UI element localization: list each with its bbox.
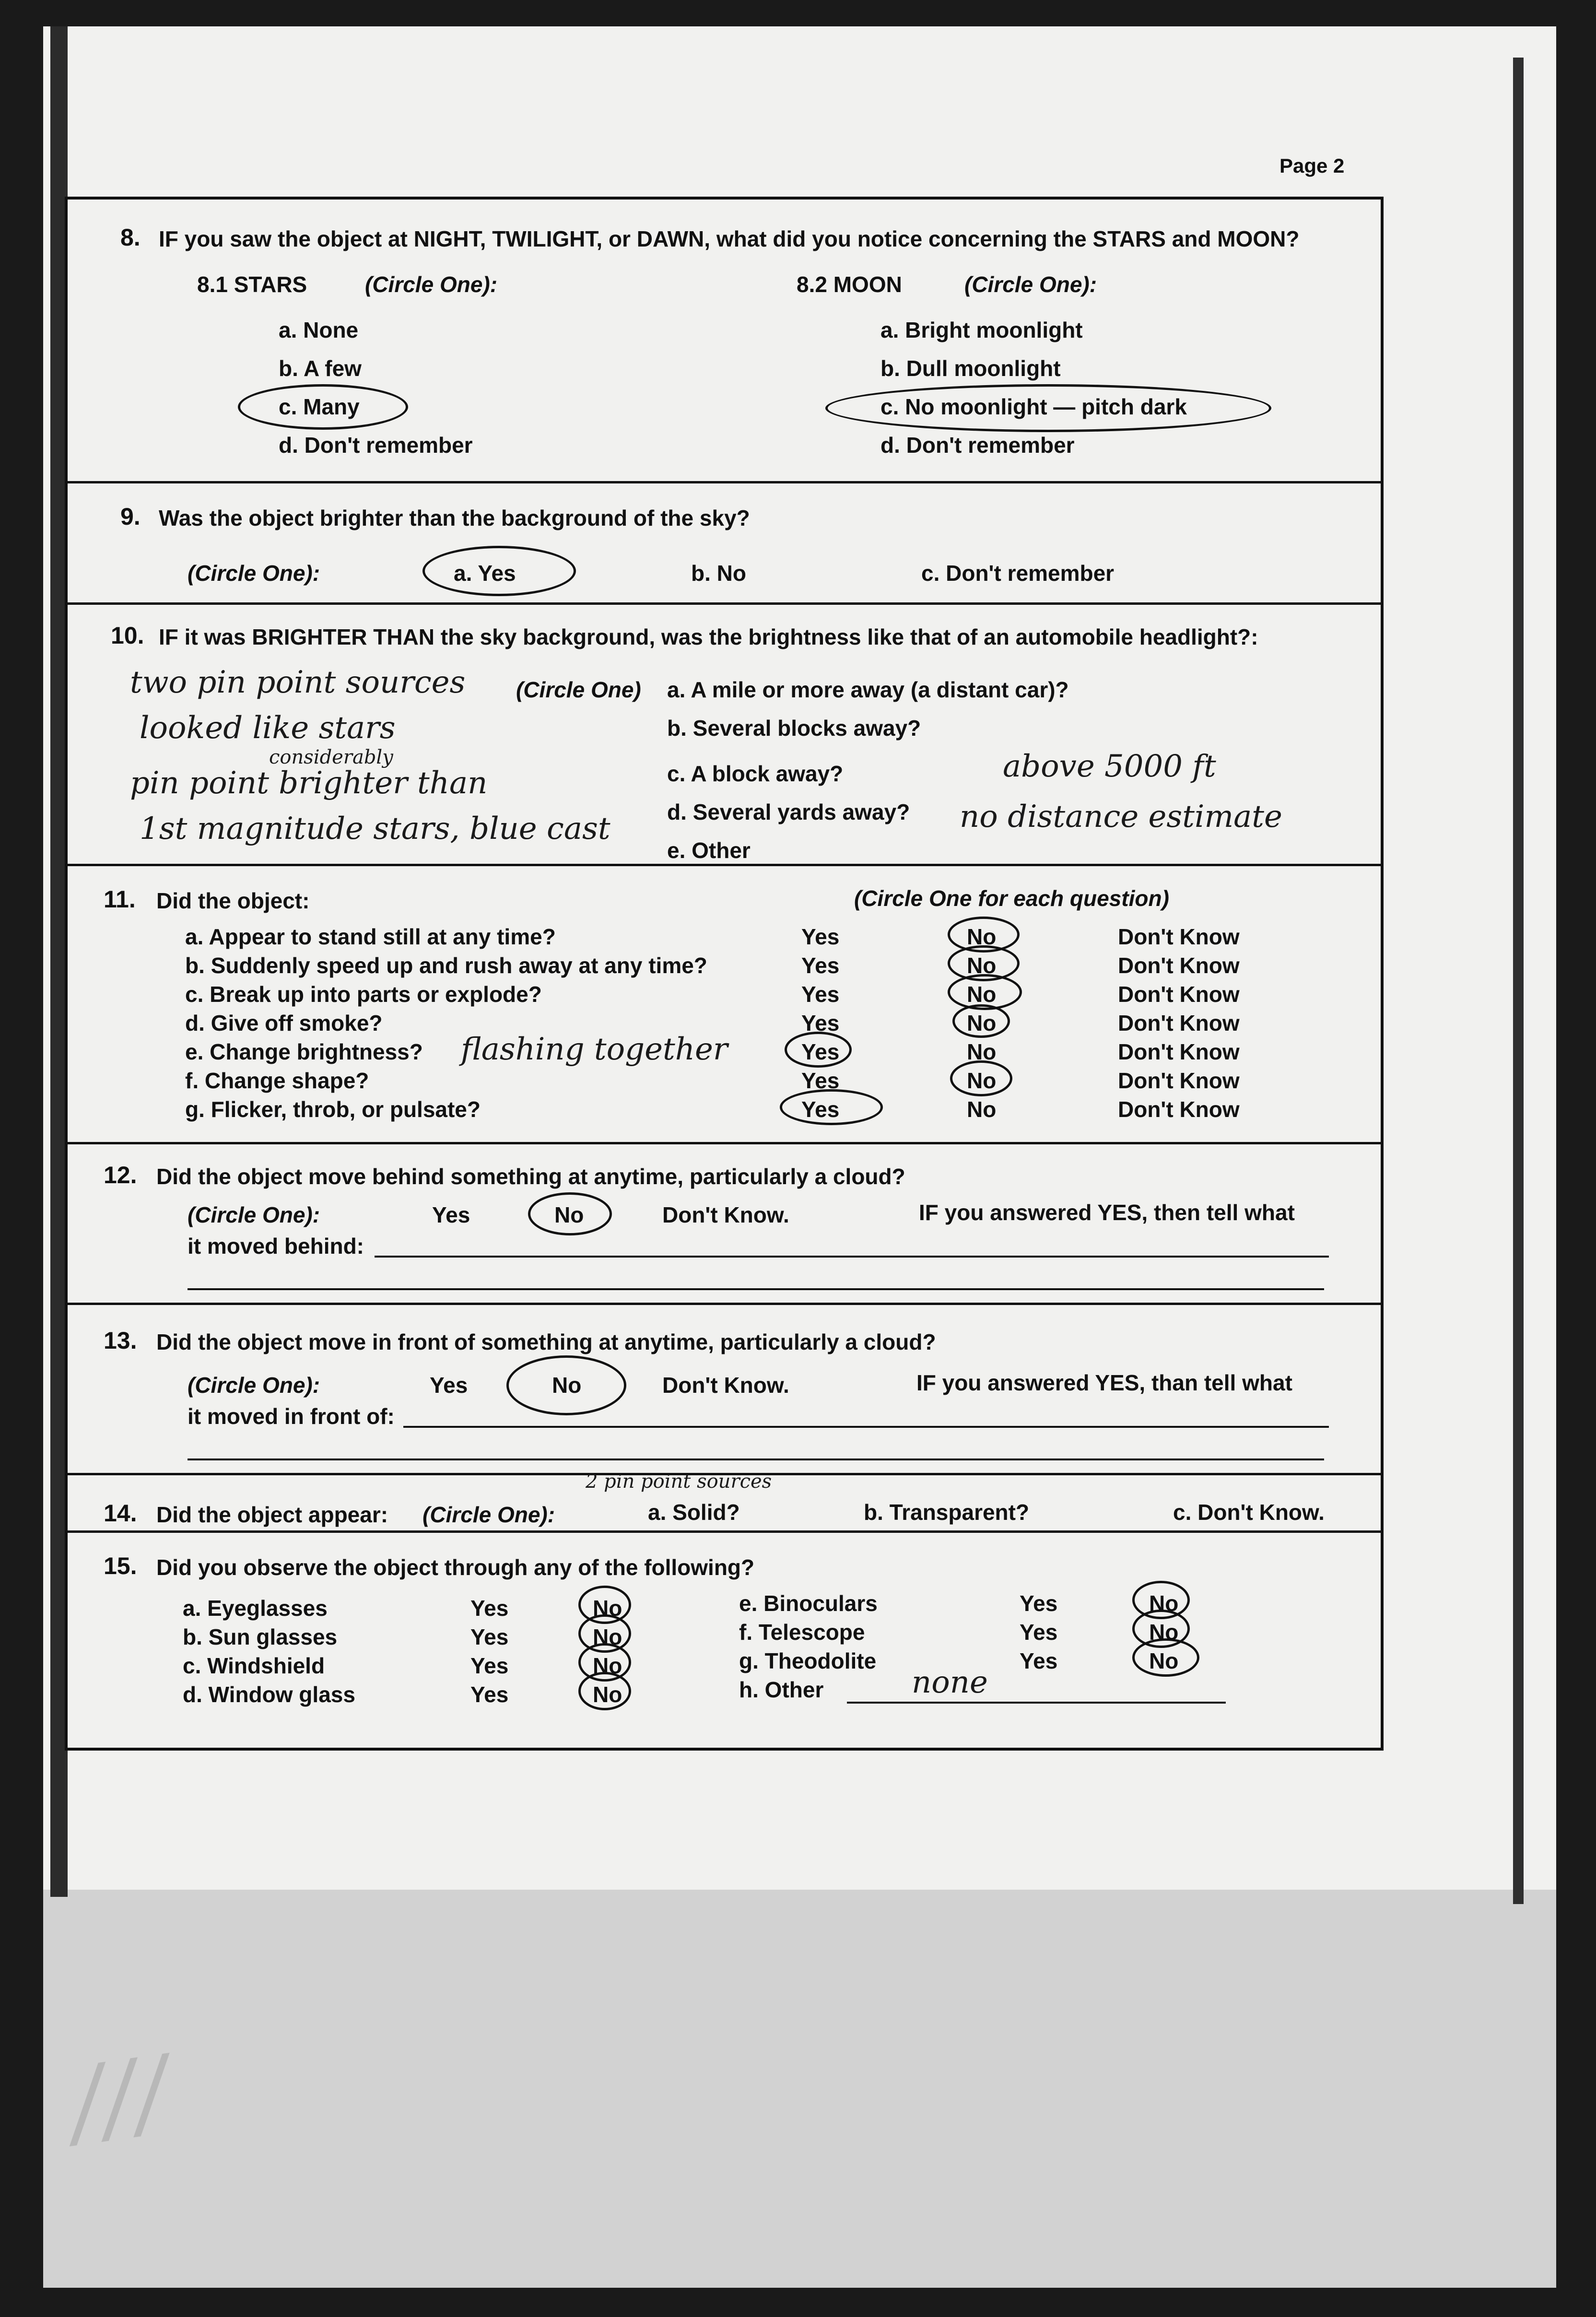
q11-d-dont-know[interactable]: Don't Know bbox=[1118, 1011, 1240, 1035]
q11-b-dont-know[interactable]: Don't Know bbox=[1118, 953, 1240, 978]
q11-f-yes[interactable]: Yes bbox=[801, 1068, 840, 1093]
q15-other-line[interactable] bbox=[847, 1702, 1226, 1704]
q11-f-no[interactable]: No bbox=[967, 1068, 997, 1093]
q14-option-b[interactable]: b. Transparent? bbox=[864, 1500, 1030, 1525]
q10-option-a: a. A mile or more away (a distant car)? bbox=[667, 677, 1069, 702]
questionnaire-form bbox=[65, 197, 1384, 1751]
q14-handwriting: 2 pin point sources bbox=[586, 1470, 772, 1493]
q11-a-dont-know[interactable]: Don't Know bbox=[1118, 924, 1240, 949]
q15-b-yes[interactable]: Yes bbox=[470, 1624, 509, 1649]
q15-f-yes[interactable]: Yes bbox=[1020, 1620, 1058, 1645]
q11-d-yes[interactable]: Yes bbox=[801, 1011, 840, 1035]
q10-handwriting-line-4: pin point brighter than bbox=[130, 765, 488, 801]
q12-followup-label: it moved behind: bbox=[188, 1234, 364, 1258]
q10-handwriting-line-5: 1st magnitude stars, blue cast bbox=[140, 811, 610, 847]
q12-no[interactable]: No bbox=[554, 1202, 584, 1227]
q10-circle-note: (Circle One) bbox=[516, 677, 641, 702]
q11-e-yes[interactable]: Yes bbox=[801, 1039, 840, 1064]
q15-a-yes[interactable]: Yes bbox=[470, 1596, 509, 1621]
q14-circle-note: (Circle One): bbox=[422, 1502, 555, 1527]
q8-stars-heading: 8.1 STARS bbox=[197, 272, 307, 297]
q8-moon-option-d: d. Don't remember bbox=[880, 433, 1075, 458]
q12-followup: IF you answered YES, then tell what bbox=[919, 1200, 1295, 1225]
q8-stars-option-d: d. Don't remember bbox=[279, 433, 473, 458]
q8-text: IF you saw the object at NIGHT, TWILIGHT, or DAWN, what did you notice concerning the STARS and MOON? bbox=[159, 226, 1300, 251]
q11-d-no[interactable]: No bbox=[967, 1011, 997, 1035]
q10-handwriting-right-2: no distance estimate bbox=[960, 799, 1282, 835]
q8-stars-circle-note: (Circle One): bbox=[365, 272, 498, 297]
q8-stars-option-c[interactable]: c. Many bbox=[279, 394, 360, 419]
q13-answer-line-2[interactable] bbox=[188, 1458, 1324, 1460]
q11-a-yes[interactable]: Yes bbox=[801, 924, 840, 949]
q11-item-f: f. Change shape? bbox=[185, 1068, 369, 1093]
question-14 bbox=[68, 1470, 1381, 1533]
q15-item-g: g. Theodolite bbox=[739, 1648, 877, 1673]
q8-moon-circle-note: (Circle One): bbox=[964, 272, 1097, 297]
q15-c-no[interactable]: No bbox=[593, 1653, 622, 1678]
q11-circle-note: (Circle One for each question) bbox=[854, 886, 1169, 911]
q15-item-a: a. Eyeglasses bbox=[183, 1596, 328, 1621]
question-13 bbox=[68, 1305, 1381, 1475]
q8-moon-option-c[interactable]: c. No moonlight — pitch dark bbox=[880, 394, 1187, 419]
q15-text: Did you observe the object through any of the following? bbox=[156, 1555, 755, 1580]
q12-answer-line-1[interactable] bbox=[375, 1256, 1329, 1258]
q13-followup-label: it moved in front of: bbox=[188, 1404, 395, 1429]
q8-moon-option-a: a. Bright moonlight bbox=[880, 318, 1083, 342]
q8-stars-option-a: a. None bbox=[279, 318, 359, 342]
q8-moon-heading: 8.2 MOON bbox=[797, 272, 902, 297]
q11-item-e: e. Change brightness? bbox=[185, 1039, 423, 1064]
q15-d-no[interactable]: No bbox=[593, 1682, 622, 1707]
q9-circle-note: (Circle One): bbox=[188, 561, 320, 586]
q11-item-g: g. Flicker, throb, or pulsate? bbox=[185, 1097, 481, 1122]
q14-number: 14. bbox=[104, 1500, 137, 1527]
question-11 bbox=[68, 866, 1381, 1144]
q11-item-c: c. Break up into parts or explode? bbox=[185, 982, 542, 1007]
q12-yes[interactable]: Yes bbox=[432, 1202, 470, 1227]
q11-b-yes[interactable]: Yes bbox=[801, 953, 840, 978]
q15-f-no[interactable]: No bbox=[1149, 1620, 1179, 1645]
q15-d-yes[interactable]: Yes bbox=[470, 1682, 509, 1707]
q13-dont-know[interactable]: Don't Know. bbox=[662, 1373, 789, 1398]
q10-number: 10. bbox=[111, 622, 144, 649]
q10-text: IF it was BRIGHTER THAN the sky background, was the brightness like that of an automobile headlight?: bbox=[159, 624, 1258, 649]
q15-item-e: e. Binoculars bbox=[739, 1591, 878, 1616]
q15-e-no[interactable]: No bbox=[1149, 1591, 1179, 1616]
q15-item-h: h. Other bbox=[739, 1677, 824, 1702]
q15-item-b: b. Sun glasses bbox=[183, 1624, 338, 1649]
q13-yes[interactable]: Yes bbox=[430, 1373, 468, 1398]
paper-lower-area bbox=[43, 1890, 1556, 2288]
q9-option-b: b. No bbox=[691, 561, 746, 586]
q11-c-yes[interactable]: Yes bbox=[801, 982, 840, 1007]
q8-moon-option-b: b. Dull moonlight bbox=[880, 356, 1061, 381]
q11-e-no[interactable]: No bbox=[967, 1039, 997, 1064]
q12-dont-know[interactable]: Don't Know. bbox=[662, 1202, 789, 1227]
q15-a-no[interactable]: No bbox=[593, 1596, 622, 1621]
q15-item-d: d. Window glass bbox=[183, 1682, 355, 1707]
q10-handwriting-right-1: above 5000 ft bbox=[1003, 749, 1216, 784]
q14-option-a[interactable]: a. Solid? bbox=[648, 1500, 740, 1525]
page-label: Page 2 bbox=[1279, 154, 1345, 177]
q11-number: 11. bbox=[104, 886, 136, 913]
q14-option-c[interactable]: c. Don't Know. bbox=[1173, 1500, 1325, 1525]
q11-g-no[interactable]: No bbox=[967, 1097, 997, 1122]
q15-item-c: c. Windshield bbox=[183, 1653, 325, 1678]
pencil-smudge: /// bbox=[63, 2035, 175, 2160]
q13-answer-line-1[interactable] bbox=[403, 1426, 1329, 1428]
q11-item-d: d. Give off smoke? bbox=[185, 1011, 383, 1035]
q9-option-c: c. Don't remember bbox=[921, 561, 1115, 586]
q11-item-a: a. Appear to stand still at any time? bbox=[185, 924, 556, 949]
q13-number: 13. bbox=[104, 1327, 137, 1354]
question-12 bbox=[68, 1144, 1381, 1305]
q8-number: 8. bbox=[120, 224, 141, 251]
q12-circle-note: (Circle One): bbox=[188, 1202, 320, 1227]
q11-handwriting: flashing together bbox=[461, 1032, 728, 1067]
q11-b-no[interactable]: No bbox=[967, 953, 997, 978]
q15-g-no[interactable]: No bbox=[1149, 1648, 1179, 1673]
q10-handwriting-line-3: considerably bbox=[269, 746, 393, 768]
q11-e-dont-know[interactable]: Don't Know bbox=[1118, 1039, 1240, 1064]
q11-c-no[interactable]: No bbox=[967, 982, 997, 1007]
q9-number: 9. bbox=[120, 503, 141, 530]
q15-number: 15. bbox=[104, 1553, 137, 1579]
q11-g-dont-know[interactable]: Don't Know bbox=[1118, 1097, 1240, 1122]
question-10 bbox=[68, 605, 1381, 866]
q9-option-a[interactable]: a. Yes bbox=[454, 561, 516, 586]
q13-text: Did the object move in front of something at anytime, particularly a cloud? bbox=[156, 1329, 936, 1354]
q10-option-c: c. A block away? bbox=[667, 761, 844, 786]
q15-b-no[interactable]: No bbox=[593, 1624, 622, 1649]
question-15 bbox=[68, 1533, 1381, 1749]
q11-item-b: b. Suddenly speed up and rush away at any time? bbox=[185, 953, 707, 978]
question-8 bbox=[68, 200, 1381, 483]
q15-item-f: f. Telescope bbox=[739, 1620, 865, 1645]
q13-circle-note: (Circle One): bbox=[188, 1373, 320, 1398]
q10-handwriting-line-2: looked like stars bbox=[140, 710, 396, 746]
q10-option-b: b. Several blocks away? bbox=[667, 716, 921, 741]
q11-text: Did the object: bbox=[156, 888, 310, 913]
q11-a-no[interactable]: No bbox=[967, 924, 997, 949]
q15-c-yes[interactable]: Yes bbox=[470, 1653, 509, 1678]
q11-g-yes[interactable]: Yes bbox=[801, 1097, 840, 1122]
q10-option-e: e. Other bbox=[667, 838, 751, 863]
q15-other-handwriting: none bbox=[912, 1665, 988, 1700]
q10-handwriting-line-1: two pin point sources bbox=[130, 665, 466, 700]
q12-answer-line-2[interactable] bbox=[188, 1288, 1324, 1290]
q8-stars-option-b: b. A few bbox=[279, 356, 362, 381]
q14-text: Did the object appear: bbox=[156, 1502, 388, 1527]
q10-option-d: d. Several yards away? bbox=[667, 800, 910, 824]
q11-c-dont-know[interactable]: Don't Know bbox=[1118, 982, 1240, 1007]
q9-text: Was the object brighter than the background of the sky? bbox=[159, 506, 750, 530]
q12-number: 12. bbox=[104, 1162, 137, 1188]
question-9 bbox=[68, 483, 1381, 605]
q15-g-yes[interactable]: Yes bbox=[1020, 1648, 1058, 1673]
q13-followup: IF you answered YES, than tell what bbox=[916, 1370, 1292, 1395]
q15-e-yes[interactable]: Yes bbox=[1020, 1591, 1058, 1616]
q12-text: Did the object move behind something at anytime, particularly a cloud? bbox=[156, 1164, 905, 1189]
right-dark-edge bbox=[1513, 58, 1524, 1904]
q13-no[interactable]: No bbox=[552, 1373, 582, 1398]
q11-f-dont-know[interactable]: Don't Know bbox=[1118, 1068, 1240, 1093]
